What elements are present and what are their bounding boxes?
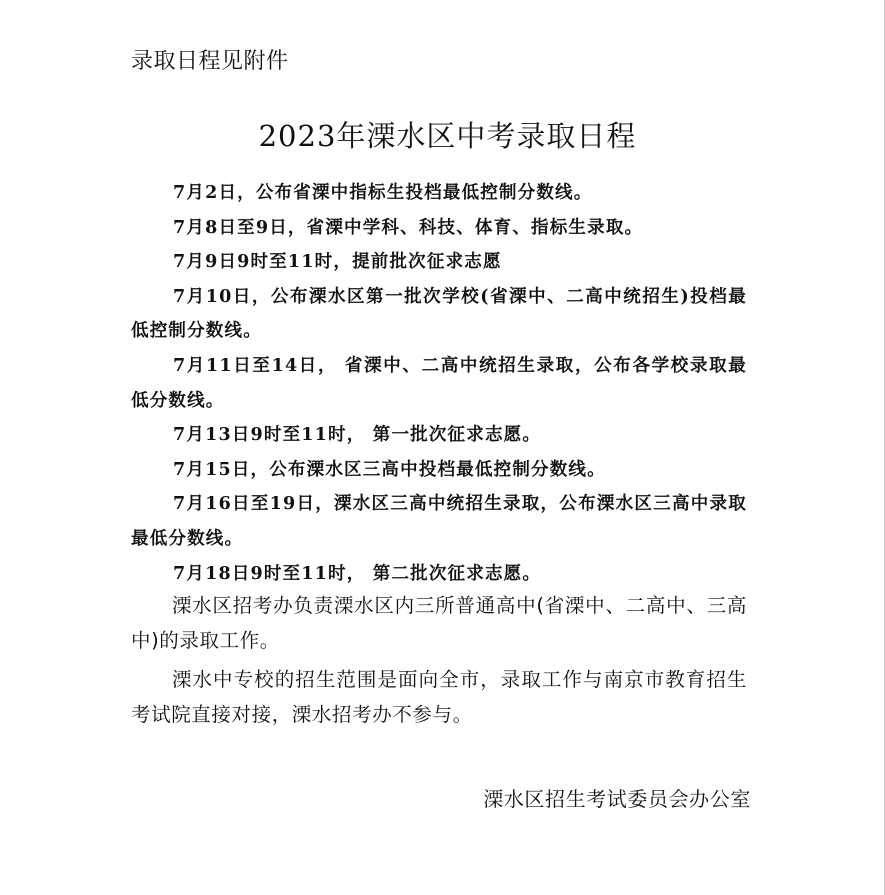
schedule-item: 7月8日至9日，省溧中学科、科技、体育、指标生录取。	[173, 217, 644, 238]
note-paragraph: 溧水区招考办负责溧水区内三所普通高中(省溧中、二高中、三高中)的录取工作。	[131, 594, 747, 652]
signature: 溧水区招生考试委员会办公室	[483, 787, 751, 811]
header-note: 录取日程见附件	[131, 49, 289, 74]
schedule-list	[131, 176, 747, 591]
schedule-item: 7月11日至14日， 省溧中、二高中统招生录取，公布各学校录取最低分数线。	[131, 355, 747, 411]
schedule-item: 7月16日至19日，溧水区三高中统招生录取，公布溧水区三高中录取最低分数线。	[131, 494, 747, 549]
schedule-item: 7月15日，公布溧水区三高中投档最低控制分数线。	[173, 459, 606, 480]
schedule-item: 7月9日9时至11时，提前批次征求志愿	[173, 252, 502, 273]
notes-section	[131, 588, 747, 732]
schedule-item: 7月18日9时至11时， 第二批次征求志愿。	[173, 563, 542, 584]
schedule-item: 7月2日，公布省溧中指标生投档最低控制分数线。	[173, 183, 593, 203]
document-title: 2023年溧水区中考录取日程	[258, 119, 637, 153]
note-paragraph: 溧水中专校的招生范围是面向全市，录取工作与南京市教育招生考试院直接对接，溧水招考办不参与。	[131, 668, 747, 726]
schedule-item: 7月10日，公布溧水区第一批次学校(省溧中、二高中统招生)投档最低控制分数线。	[131, 286, 747, 342]
schedule-item: 7月13日9时至11时， 第一批次征求志愿。	[173, 425, 542, 446]
